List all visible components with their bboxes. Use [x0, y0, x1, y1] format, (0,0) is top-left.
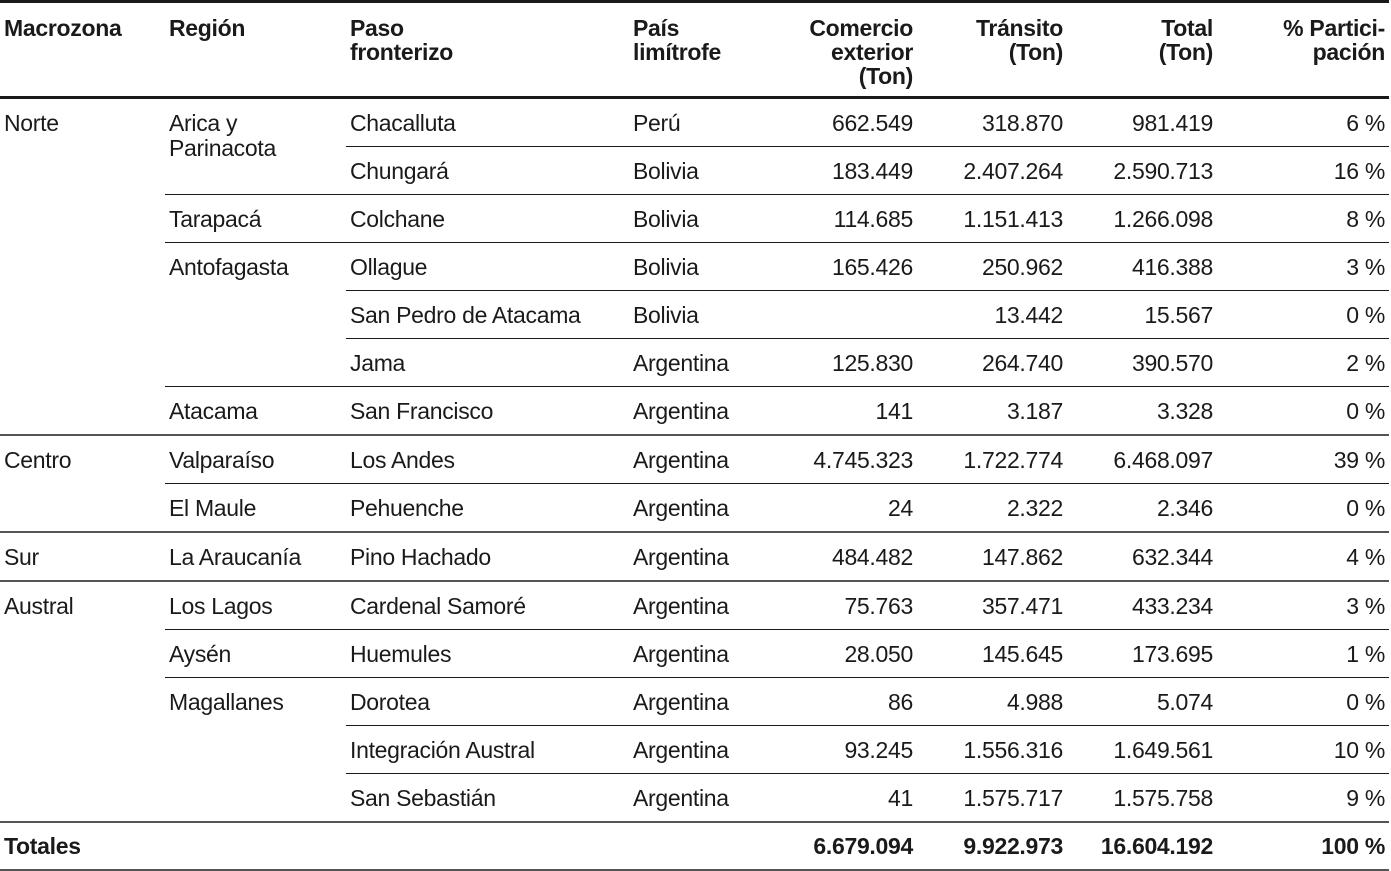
cell-total: 3.328: [1067, 387, 1217, 436]
cell-region: Antofagasta: [165, 243, 346, 387]
cell-paso: Pino Hachado: [346, 532, 629, 581]
cell-paso: Pehuenche: [346, 484, 629, 533]
cell-region: Los Lagos: [165, 581, 346, 630]
cell-pais: Argentina: [629, 435, 771, 484]
cell-pais: Argentina: [629, 678, 771, 726]
header-transito: [917, 2, 1067, 98]
cell-participacion: 6 %: [1346, 109, 1385, 136]
cell-paso: Los Andes: [346, 435, 629, 484]
header-region: [165, 2, 346, 98]
cell-pais: Argentina: [629, 581, 771, 630]
header-total: [1067, 2, 1217, 98]
cell-participacion: 0 %: [1217, 291, 1389, 339]
cell-transito: 250.962: [917, 243, 1067, 291]
cell-total: 2.346: [1067, 484, 1217, 533]
cell-pais: Argentina: [629, 339, 771, 387]
cell-participacion: 16 %: [1217, 147, 1389, 195]
cell-participacion: 9 %: [1217, 774, 1389, 823]
table-row: [0, 195, 1389, 243]
cell-transito: 1.575.717: [917, 774, 1067, 823]
cell-transito: 2.322: [917, 484, 1067, 533]
cell-total: 1.266.098: [1067, 195, 1217, 243]
cell-region: Magallanes: [165, 678, 346, 823]
totals-row: [0, 822, 1389, 870]
totals-label: Totales: [4, 833, 81, 859]
cell-comercio: 183.449: [771, 147, 917, 195]
cell-comercio: 114.685: [771, 195, 917, 243]
table-row: [0, 98, 1389, 147]
table-row: [0, 387, 1389, 436]
cell-transito: 318.870: [981, 109, 1063, 136]
cell-total: 632.344: [1067, 532, 1217, 581]
cell-paso: Huemules: [346, 630, 629, 678]
header-pais-limitrofe: [629, 2, 771, 98]
cell-pais: Argentina: [629, 387, 771, 436]
cell-total: 173.695: [1067, 630, 1217, 678]
table-row: [0, 630, 1389, 678]
cell-participacion: 4 %: [1217, 532, 1389, 581]
cell-pais: Argentina: [629, 774, 771, 823]
region-line: Parinacota: [169, 135, 276, 161]
cell-participacion: 0 %: [1217, 484, 1389, 533]
cell-transito: 13.442: [917, 291, 1067, 339]
cell-comercio: 165.426: [771, 243, 917, 291]
cell-comercio: 662.549: [831, 109, 913, 136]
cell-total: 416.388: [1067, 243, 1217, 291]
cell-total: 6.468.097: [1067, 435, 1217, 484]
totals-empty: [165, 822, 346, 870]
cell-participacion: 0 %: [1217, 678, 1389, 726]
cell-participacion: 8 %: [1217, 195, 1389, 243]
cell-pais: Bolivia: [629, 195, 771, 243]
cell-participacion: 2 %: [1217, 339, 1389, 387]
cell-paso: Jama: [346, 339, 629, 387]
cell-comercio: 4.745.323: [771, 435, 917, 484]
table-body: [0, 98, 1389, 871]
table-row: [0, 243, 1389, 291]
header-label-line: País: [633, 15, 680, 41]
header-label: Macrozona: [4, 15, 122, 41]
cell-total: 2.590.713: [1067, 147, 1217, 195]
header-label-line: exterior: [831, 39, 913, 65]
cell-participacion: 39 %: [1217, 435, 1389, 484]
cell-macrozona: Austral: [0, 581, 165, 822]
cell-comercio: 141: [771, 387, 917, 436]
header-row: [0, 2, 1389, 98]
cell-comercio: 41: [771, 774, 917, 823]
header-label-line: (Ton): [1008, 39, 1063, 65]
cell-comercio: [771, 291, 917, 339]
cell-pais: Argentina: [629, 532, 771, 581]
cell-transito: 3.187: [917, 387, 1067, 436]
cell-transito: 1.151.413: [917, 195, 1067, 243]
cell-transito: 145.645: [917, 630, 1067, 678]
cell-transito: 4.988: [917, 678, 1067, 726]
cell-paso: Colchane: [346, 195, 629, 243]
table-row: [0, 678, 1389, 726]
cell-paso: Cardenal Samoré: [346, 581, 629, 630]
header-label-line: (Ton): [1158, 39, 1213, 65]
cell-pais: Argentina: [629, 726, 771, 774]
totals-participacion: 100 %: [1321, 833, 1385, 859]
header-label-line: Tránsito: [975, 15, 1063, 41]
cell-pais: Bolivia: [629, 243, 771, 291]
header-comercio-exterior: [771, 2, 917, 98]
cell-transito: 264.740: [917, 339, 1067, 387]
cell-total: 15.567: [1067, 291, 1217, 339]
cell-total: 1.575.758: [1067, 774, 1217, 823]
cell-transito: 2.407.264: [917, 147, 1067, 195]
cell-participacion: 3 %: [1217, 243, 1389, 291]
cell-comercio: 93.245: [771, 726, 917, 774]
totals-transito: 9.922.973: [963, 833, 1063, 859]
table-row: [0, 581, 1389, 630]
cell-region: [165, 98, 346, 195]
table-row: [0, 435, 1389, 484]
cell-region: El Maule: [165, 484, 346, 533]
cell-pais: Bolivia: [629, 291, 771, 339]
header-label-line: % Partici-: [1283, 15, 1385, 41]
cell-pais: Argentina: [629, 630, 771, 678]
header-label-line: Total: [1161, 15, 1213, 41]
cell-transito: 1.722.774: [917, 435, 1067, 484]
cell-region: Valparaíso: [165, 435, 346, 484]
cell-macrozona: Sur: [0, 532, 165, 581]
cell-participacion: 10 %: [1217, 726, 1389, 774]
header-label: Región: [169, 15, 246, 41]
cell-paso: Chungará: [346, 147, 629, 195]
cell-participacion: 0 %: [1217, 387, 1389, 436]
cell-transito: 147.862: [917, 532, 1067, 581]
header-macrozona: [0, 2, 165, 98]
cell-paso: Dorotea: [346, 678, 629, 726]
totals-empty: [346, 822, 629, 870]
header-label-line: fronterizo: [350, 39, 454, 65]
header-participacion: [1217, 2, 1389, 98]
cell-participacion: 1 %: [1217, 630, 1389, 678]
cell-pais: Argentina: [629, 484, 771, 533]
cell-macrozona: Centro: [0, 435, 165, 532]
cell-transito: 357.471: [917, 581, 1067, 630]
header-label-line: (Ton): [858, 63, 913, 89]
cell-paso: Ollague: [346, 243, 629, 291]
cell-comercio: 125.830: [771, 339, 917, 387]
cell-paso: San Pedro de Atacama: [346, 291, 629, 339]
cell-region: La Araucanía: [165, 532, 346, 581]
totals-empty: [629, 822, 771, 870]
cell-paso: Integración Austral: [346, 726, 629, 774]
header-label-line: Comercio: [809, 15, 913, 41]
cell-pais: Bolivia: [629, 147, 771, 195]
header-label-line: Paso: [350, 15, 404, 41]
cell-total: 5.074: [1067, 678, 1217, 726]
totals-comercio: 6.679.094: [813, 833, 913, 859]
cell-comercio: 75.763: [771, 581, 917, 630]
cell-total: 433.234: [1067, 581, 1217, 630]
table-row: [0, 532, 1389, 581]
cell-paso: San Francisco: [346, 387, 629, 436]
header-paso-fronterizo: [346, 2, 629, 98]
header-label-line: limítrofe: [633, 39, 722, 65]
cell-total: 390.570: [1067, 339, 1217, 387]
cell-comercio: 24: [771, 484, 917, 533]
cell-paso: San Sebastián: [346, 774, 629, 823]
cell-total: 981.419: [1131, 109, 1213, 136]
cell-comercio: 28.050: [771, 630, 917, 678]
cell-region: Tarapacá: [165, 195, 346, 243]
cell-pais: Perú: [633, 109, 681, 136]
cell-participacion: 3 %: [1217, 581, 1389, 630]
header-label-line: pación: [1312, 39, 1385, 65]
cell-macrozona: Norte: [4, 110, 59, 136]
totals-total: 16.604.192: [1100, 833, 1213, 859]
table-header: [0, 2, 1389, 98]
cell-paso: Chacalluta: [350, 109, 456, 136]
cell-comercio: 86: [771, 678, 917, 726]
cell-region: Atacama: [165, 387, 346, 436]
cell-region: Aysén: [165, 630, 346, 678]
cell-comercio: 484.482: [771, 532, 917, 581]
cell-total: 1.649.561: [1067, 726, 1217, 774]
table-row: [0, 484, 1389, 533]
cell-transito: 1.556.316: [917, 726, 1067, 774]
region-line: Arica y: [169, 110, 238, 136]
